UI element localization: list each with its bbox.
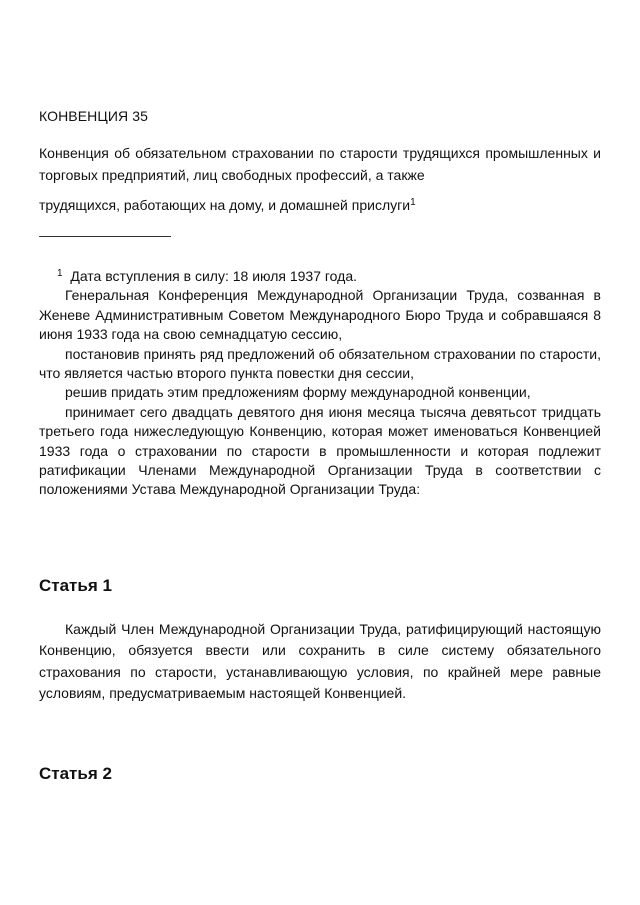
preamble-paragraph: решив придать этим предложениям форму международной конвенции, xyxy=(65,384,531,401)
subtitle-text: Конвенция об обязательном страховании по старости трудящихся промышленных и торговых предприятий, лиц свободных профессий, а также xyxy=(39,145,601,183)
preamble-paragraph: Генеральная Конференция Международной Организации Труда, созванная в Женеве Административным Советом Международного Бюро Труда и собравшаяся 8 июня 1933 года на свою семнадцатую сессию, xyxy=(39,287,601,343)
article-2-heading: Статья 2 xyxy=(39,764,112,783)
footnote-reference[interactable]: 1 xyxy=(410,197,416,208)
footnote-marker: 1 xyxy=(57,268,63,279)
footnote-text: Дата вступления в силу: 18 июля 1937 года. xyxy=(70,268,358,284)
footnote-separator xyxy=(39,236,171,237)
subtitle-text-end: трудящихся, работающих на дому, и домашней прислуги$^1$ xyxy=(39,197,416,213)
article-1-text: Каждый Член Международной Организации Труда, ратифицирующий настоящую Конвенцию, обязуется ввести или сохранить в силе систему обязательного страхования по старости, устанавливающую условия, по крайней мере равные условиям, предусматриваемым настоящей Конвенцией. xyxy=(39,621,601,701)
footnote xyxy=(39,264,601,286)
convention-subtitle xyxy=(39,142,601,216)
preamble-paragraph: постановив принять ряд предложений об обязательном страховании по старости, что является частью второго пункта повестки дня сессии, xyxy=(39,345,601,382)
preamble-paragraph: принимает сего двадцать девятого дня июня месяца тысяча девятьсот тридцать третьего года нижеследующую Конвенцию, которая может именоваться Конвенцией 1933 года о страховании по старости в промышленности и которая подлежит ратификации Членами Международной Организации Труда в соответствии с положениями Устава Международной Организации Труда: xyxy=(39,403,601,498)
convention-title: КОНВЕНЦИЯ 35 xyxy=(39,108,148,124)
preamble xyxy=(39,264,601,500)
article-1-heading: Статья 1 xyxy=(39,576,112,595)
